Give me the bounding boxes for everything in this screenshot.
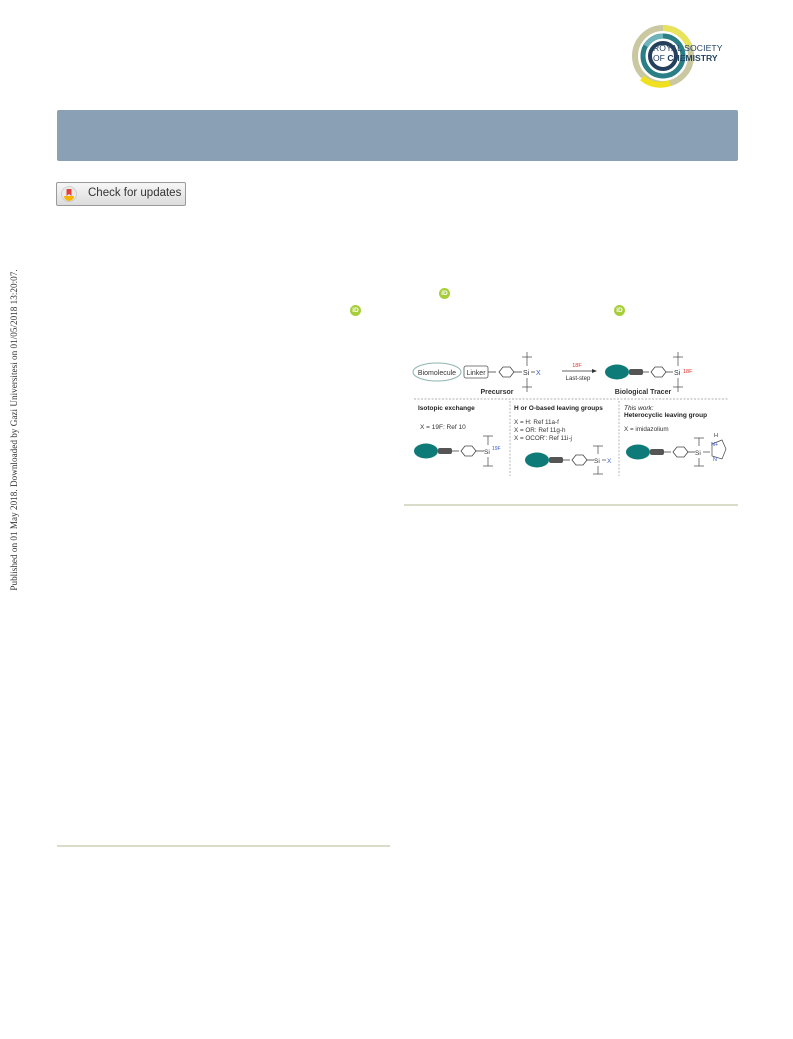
- tracer-f-label: 18F: [683, 369, 693, 375]
- panel3-h-label: H: [714, 433, 718, 439]
- panel1-f-label: 19F: [492, 446, 501, 452]
- logo-wordmark: [653, 43, 723, 63]
- panel2-si-label: Si: [594, 458, 600, 465]
- footnote-divider: [57, 845, 390, 847]
- check-for-updates-button[interactable]: [56, 182, 186, 206]
- panel3-si-label: Si: [695, 450, 701, 457]
- tracer-structure: [605, 352, 693, 392]
- panel3-title-italic: This work:: [624, 405, 654, 412]
- tracer-si-label: Si: [674, 370, 681, 377]
- precursor-structure: [413, 352, 541, 392]
- panel-isotopic-exchange: [414, 405, 501, 466]
- reaction-arrow: [562, 363, 597, 382]
- crossmark-icon: [61, 186, 77, 202]
- panel1-line1: X = 19F: Ref 10: [420, 424, 466, 431]
- orcid-icon[interactable]: iD: [614, 305, 625, 316]
- panel2-line2: X = OR: Ref 11g-h: [514, 427, 566, 434]
- side-publication-note: [6, 240, 22, 620]
- arrow-condition-label: Last-step: [565, 376, 591, 382]
- tracer-caption: Biological Tracer: [614, 389, 672, 396]
- panel3-n-label: N: [713, 457, 717, 463]
- article-header-banner: [57, 110, 738, 161]
- check-for-updates-label: Check for updates: [88, 187, 182, 199]
- panel3-title: Heterocyclic leaving group: [624, 412, 708, 419]
- arrow-reagent-label: 18F: [572, 363, 582, 369]
- panel2-title: H or O-based leaving groups: [514, 405, 603, 412]
- precursor-x-label: X: [536, 370, 541, 377]
- panel2-x-label: X: [607, 458, 612, 465]
- panel2-line1: X = H: Ref 11a-f: [514, 419, 559, 426]
- orcid-icon[interactable]: iD: [439, 288, 450, 299]
- panel-leaving-groups: [514, 405, 612, 474]
- orcid-icon[interactable]: iD: [350, 305, 361, 316]
- side-note-text: Published on 01 May 2018. Downloaded by Gazi Universitesi on 01/05/2018 13:20:07.: [9, 269, 19, 591]
- linker-label: Linker: [466, 370, 486, 377]
- panel3-line1: X = imidazolium: [624, 426, 669, 433]
- precursor-caption: Precursor: [480, 389, 514, 396]
- logo-line-1: ROYAL SOCIETY: [653, 43, 723, 53]
- panel1-si-label: Si: [484, 449, 490, 456]
- logo-line-2: [653, 53, 723, 63]
- panel-heterocyclic: [624, 405, 726, 466]
- panel1-title: Isotopic exchange: [418, 405, 475, 412]
- scheme-graphic: [404, 348, 738, 478]
- precursor-si-label: Si: [523, 370, 530, 377]
- logo-of: OF: [653, 53, 665, 63]
- panel3-n-plus-label: N+: [711, 442, 719, 448]
- panel2-line3: X = OCOR': Ref 11i-j: [514, 435, 572, 442]
- logo-chemistry: CHEMISTRY: [667, 53, 718, 63]
- biomolecule-label: Biomolecule: [417, 370, 457, 377]
- reaction-scheme: [404, 348, 738, 478]
- scheme-divider: [404, 504, 738, 506]
- publisher-logo: [630, 20, 750, 92]
